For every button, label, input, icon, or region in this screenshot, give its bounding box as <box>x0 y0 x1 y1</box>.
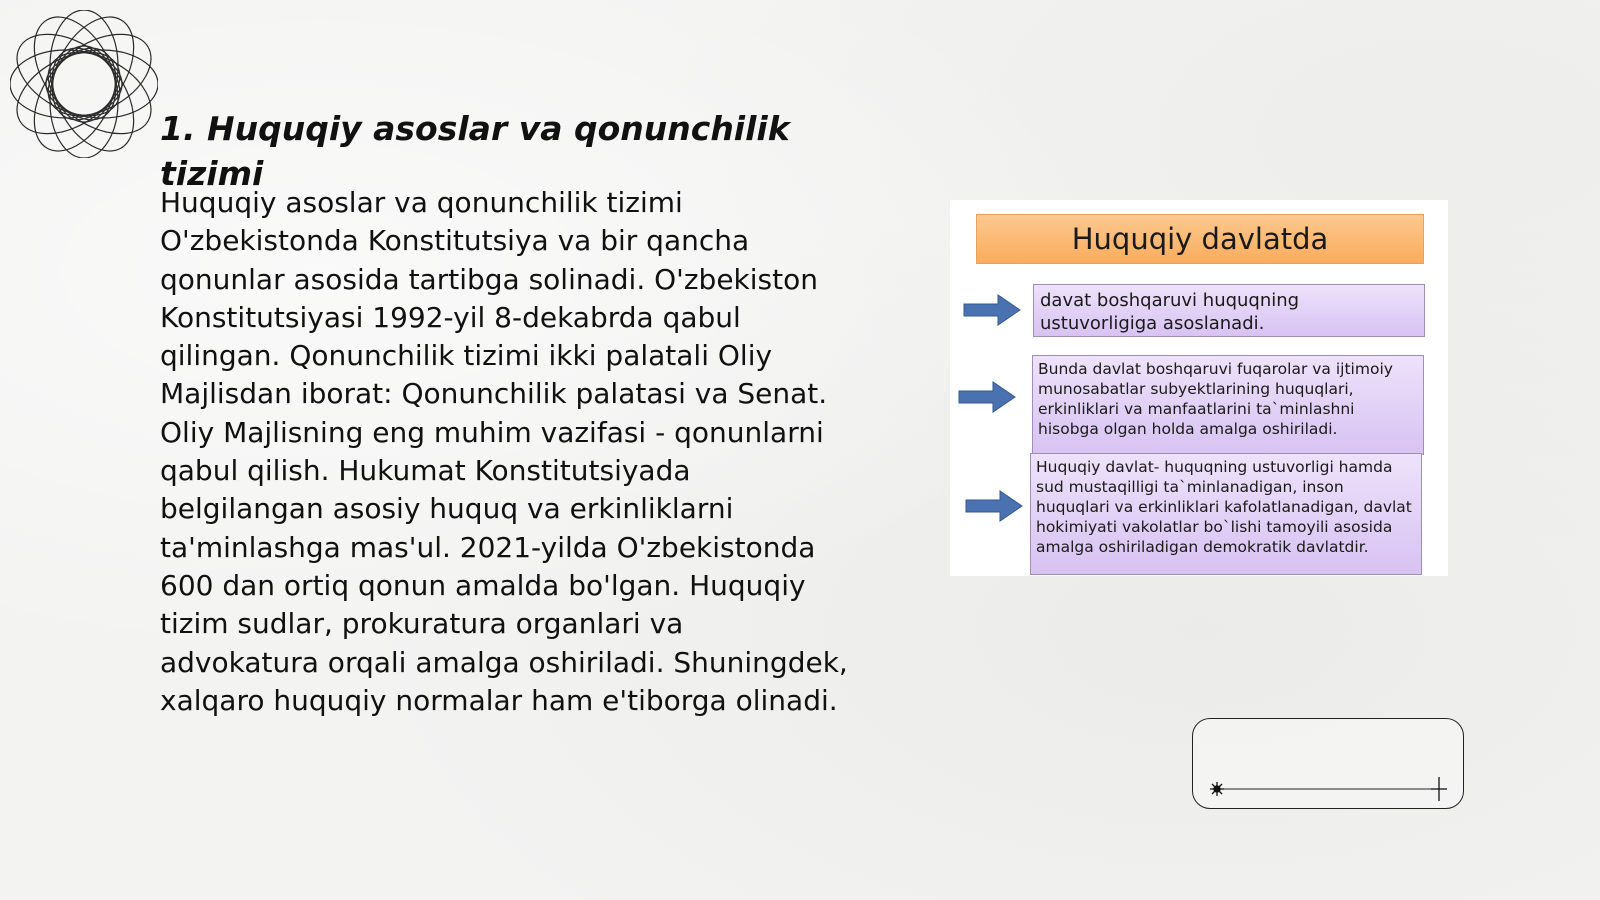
right-arrow-icon <box>964 489 1024 523</box>
right-arrow-icon <box>962 293 1022 327</box>
right-arrow-icon <box>957 380 1017 414</box>
interlocking-circles-ornament-icon <box>10 10 158 158</box>
sun-burst-icon <box>1210 782 1224 796</box>
sparkle-icon <box>1431 777 1447 801</box>
diagram-item-3: Huquqiy davlat- huquqning ustuvorligi hamda sud mustaqilligi ta`minlanadigan, inson huquqlari va erkinliklari kafolatlanadigan, davlat hokimiyati vakolatlar bo`lishi tamoyili asosida amalga oshiriladigan demokratik davlatdir. <box>1030 453 1422 575</box>
huquqiy-davlat-diagram <box>950 200 1448 576</box>
diagram-item-2: Bunda davlat boshqaruvi fuqarolar va ijtimoiy munosabatlar subyektlarining huquqlari, erkinliklari va manfaatlarini ta`minlashni hisobga olgan holda amalga oshiriladi. <box>1032 355 1424 455</box>
diagram-header: Huquqiy davlatda <box>976 214 1424 264</box>
slide-title: 1. Huquqiy asoslar va qonunchilik tizimi <box>160 109 790 193</box>
decorative-slider-card <box>1192 718 1464 809</box>
slider-track <box>1193 719 1465 810</box>
slide-body-text: Huquqiy asoslar va qonunchilik tizimi O'zbekistonda Konstitutsiya va bir qancha qonunlar asosida tartibga solinadi. O'zbekiston Konstitutsiyasi 1992-yil 8-dekabrda qabul qilingan. Qonunchilik tizimi ikki palatali Oliy Majlisdan iborat: Qonunchilik palatasi va Senat. Oliy Majlisning eng muhim vazifasi - qonunlarni qabul qilish. Hukumat Konstitutsiyada belgilangan asosiy huquq va erkinliklarni ta'minlashga mas'ul. 2021-yilda O'zbekistonda 600 dan ortiq qonun amalda bo'lgan. Huquqiy tizim sudlar, prokuratura organlari va advokatura orqali amalga oshiriladi. Shuningdek, xalqaro huquqiy normalar ham e'tiborga olinadi. <box>160 186 848 717</box>
diagram-item-1: davat boshqaruvi huquqning ustuvorligiga asoslanadi. <box>1033 284 1425 337</box>
